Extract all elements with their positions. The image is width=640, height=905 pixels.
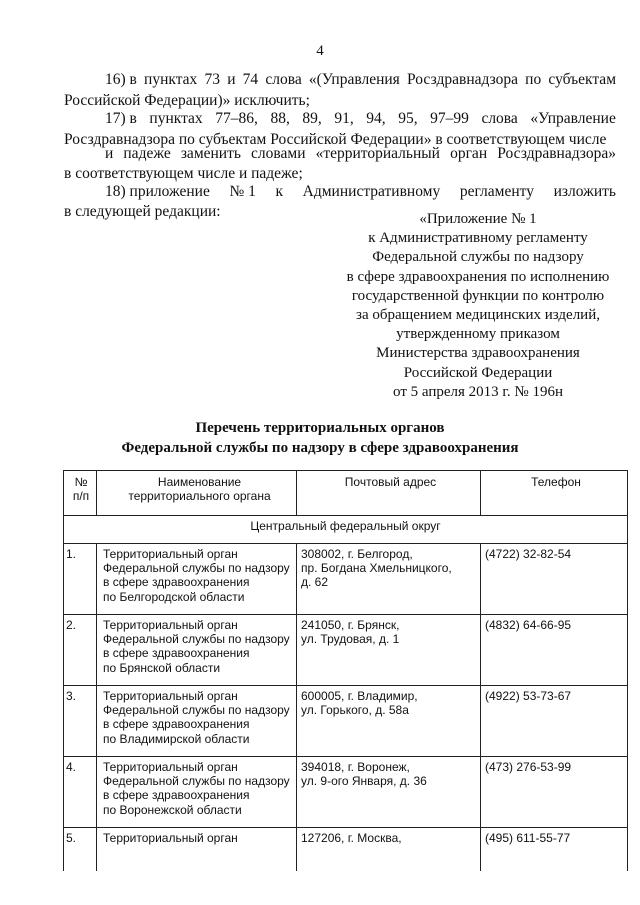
row-address: 394018, г. Воронеж, ул. 9-ого Января, д. 36 bbox=[297, 757, 481, 828]
row-address: 127206, г. Москва, bbox=[297, 828, 481, 872]
word: орган bbox=[450, 145, 488, 162]
word: словами bbox=[251, 145, 306, 162]
word: Росздравнадзора bbox=[407, 71, 518, 88]
word: падеже bbox=[123, 145, 171, 162]
word: пунктах bbox=[149, 110, 203, 127]
appendix-line: Федеральной службы по надзору bbox=[372, 249, 584, 266]
word: слова bbox=[265, 71, 302, 88]
row-num: 3. bbox=[64, 686, 97, 757]
row-num: 1. bbox=[64, 544, 97, 615]
territorial-bodies-table bbox=[63, 470, 628, 871]
word: 88, bbox=[270, 110, 290, 127]
page-number: 4 bbox=[316, 43, 324, 59]
header-name: Наименование территориального органа bbox=[97, 471, 297, 516]
word: субъектам bbox=[548, 71, 616, 88]
district-name: Центральный федеральный округ bbox=[64, 516, 628, 544]
appendix-line: Министерства здравоохранения bbox=[376, 345, 580, 362]
appendix-line: к Административному регламенту bbox=[368, 230, 588, 247]
row-name: Территориальный орган Федеральной службы по надзору в сфере здравоохранения по Брянской области bbox=[97, 615, 297, 686]
appendix-line: в сфере здравоохранения по исполнению bbox=[346, 268, 610, 285]
appendix-caption bbox=[318, 210, 638, 402]
row-num: 2. bbox=[64, 615, 97, 686]
appendix-line: от 5 апреля 2013 г. № 196н bbox=[393, 383, 563, 400]
list-title bbox=[0, 418, 640, 458]
word: 91, bbox=[334, 110, 354, 127]
header-phone: Телефон bbox=[481, 471, 628, 516]
table-row bbox=[64, 828, 628, 872]
word: пунктах bbox=[144, 71, 198, 88]
word: 17) в bbox=[105, 110, 137, 127]
row-address: 308002, г. Белгород, пр. Богдана Хмельницкого, д. 62 bbox=[297, 544, 481, 615]
para-17-line-4: в соответствующем числе и падеже; bbox=[64, 165, 303, 182]
word: 18) приложение bbox=[105, 183, 210, 200]
table-row bbox=[64, 757, 628, 828]
para-18-line-1 bbox=[105, 181, 616, 202]
appendix-line: утвержденному приказом bbox=[396, 326, 560, 343]
appendix-line: государственной функции по контролю bbox=[351, 287, 605, 304]
appendix-line: «Приложение № 1 bbox=[419, 211, 537, 227]
list-title-line: Перечень территориальных органов bbox=[195, 420, 445, 436]
word: 77–86, bbox=[215, 110, 258, 127]
word: к bbox=[275, 183, 284, 200]
para-17-line-1 bbox=[105, 108, 616, 129]
word: «Управление bbox=[530, 110, 616, 127]
row-num: 5. bbox=[64, 828, 97, 872]
table-header-row bbox=[64, 471, 628, 516]
table-row bbox=[64, 615, 628, 686]
district-row bbox=[64, 516, 628, 544]
word: 89, bbox=[302, 110, 322, 127]
row-name: Территориальный орган bbox=[97, 828, 297, 872]
word: «территориальный bbox=[315, 145, 440, 162]
para-16-line-1 bbox=[105, 69, 616, 90]
para-17-line-3 bbox=[105, 143, 616, 164]
appendix-line: Российской Федерации bbox=[403, 364, 553, 381]
word: и bbox=[105, 145, 114, 162]
para-17-line-2: Росздравнадзора по субъектам Российской Федерации» в соответствующем числе bbox=[64, 131, 607, 148]
header-address: Почтовый адрес bbox=[297, 471, 481, 516]
word: слова bbox=[481, 110, 518, 127]
row-name: Территориальный орган Федеральной службы по надзору в сфере здравоохранения по Владимирской области bbox=[97, 686, 297, 757]
word: изложить bbox=[553, 183, 616, 200]
word: по bbox=[525, 71, 542, 88]
word: регламенту bbox=[459, 183, 534, 200]
para-16-line-2: Российской Федерации)» исключить; bbox=[64, 92, 310, 109]
appendix-line: за обращением медицинских изделий, bbox=[356, 307, 600, 324]
row-num: 4. bbox=[64, 757, 97, 828]
table-row bbox=[64, 686, 628, 757]
table-row bbox=[64, 544, 628, 615]
row-name: Территориальный орган Федеральной службы по надзору в сфере здравоохранения по Воронежской области bbox=[97, 757, 297, 828]
row-address: 241050, г. Брянск, ул. Трудовая, д. 1 bbox=[297, 615, 481, 686]
word: заменить bbox=[180, 145, 241, 162]
row-phone: (4722) 32-82-54 bbox=[481, 544, 628, 615]
word: 95, bbox=[398, 110, 418, 127]
row-phone: (4922) 53-73-67 bbox=[481, 686, 628, 757]
word: 94, bbox=[366, 110, 386, 127]
row-phone: (473) 276-53-99 bbox=[481, 757, 628, 828]
word: Росздравнадзора» bbox=[497, 145, 616, 162]
header-num: № п/п bbox=[64, 471, 97, 516]
word: 73 bbox=[204, 71, 220, 88]
word: «(Управления bbox=[308, 71, 400, 88]
row-phone: (4832) 64-66-95 bbox=[481, 615, 628, 686]
word: и bbox=[227, 71, 236, 88]
para-18-line-2: в следующей редакции: bbox=[64, 203, 221, 220]
list-title-line: Федеральной службы по надзору в сфере здравоохранения bbox=[121, 440, 519, 456]
word: Административному bbox=[302, 183, 441, 200]
row-phone: (495) 611-55-77 bbox=[481, 828, 628, 872]
word: № 1 bbox=[229, 183, 256, 200]
word: 16) в bbox=[105, 71, 137, 88]
row-name: Территориальный орган Федеральной службы по надзору в сфере здравоохранения по Белгородской области bbox=[97, 544, 297, 615]
word: 74 bbox=[242, 71, 259, 88]
word: 97–99 bbox=[430, 110, 469, 127]
row-address: 600005, г. Владимир, ул. Горького, д. 58а bbox=[297, 686, 481, 757]
